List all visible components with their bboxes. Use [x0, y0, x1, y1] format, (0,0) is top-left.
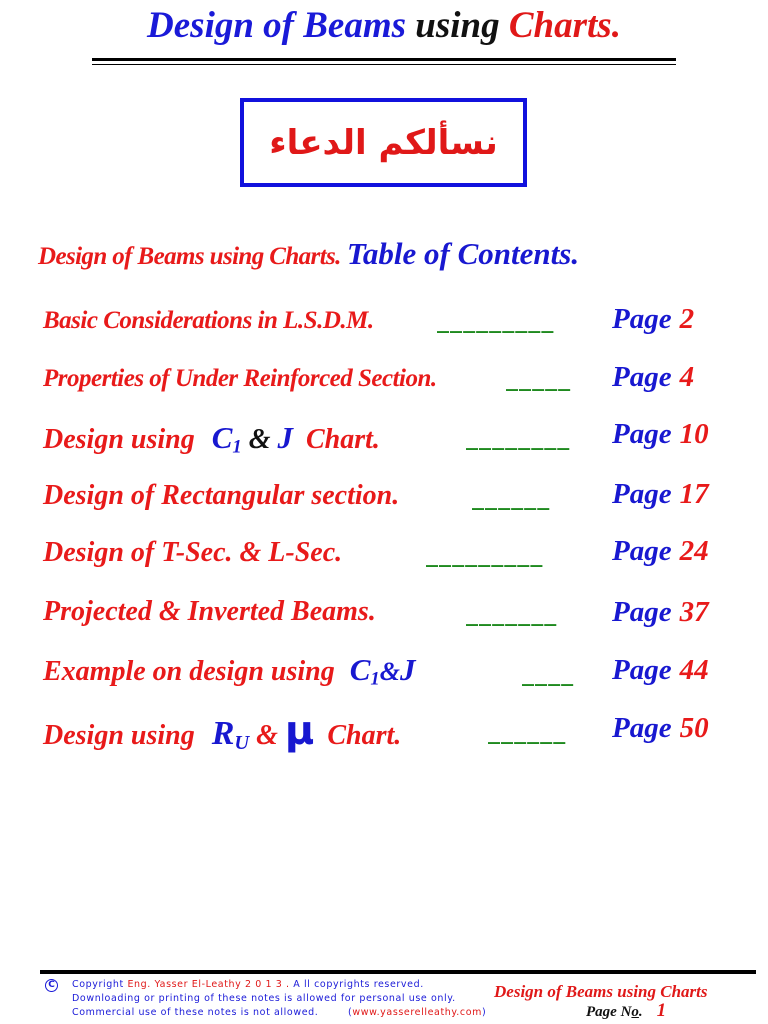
page-number: 4	[679, 361, 695, 393]
page-word: Page	[612, 535, 672, 567]
page-number: 37	[679, 596, 709, 628]
footer-commercial-line	[72, 1007, 486, 1018]
page-number: 17	[679, 478, 709, 510]
toc-entry-leader: _____	[506, 367, 572, 391]
toc-entry-page	[612, 712, 709, 745]
toc-entry[interactable]	[0, 594, 768, 634]
toc-entry-page	[612, 596, 709, 629]
copyright-icon: C	[45, 979, 58, 992]
dua-box	[240, 98, 527, 187]
author-name: Eng. Yasser El-Leathy 2 0 1 3 .	[127, 979, 290, 990]
copyright-word: Copyright	[72, 979, 124, 990]
toc-entry[interactable]	[0, 652, 768, 692]
toc-entry-label: Design of Rectangular section.	[43, 480, 400, 511]
toc-entry-leader: _________	[437, 309, 555, 333]
toc-entry-label: Basic Considerations in L.S.D.M.	[43, 307, 374, 334]
toc-entry-leader: ________	[466, 426, 571, 450]
title-rule-top	[92, 58, 676, 61]
c1-symbol	[211, 420, 242, 458]
j-symbol: J	[277, 420, 293, 455]
toc-entry-page	[612, 361, 694, 394]
toc-entry-label-pre: Design using	[43, 720, 195, 751]
toc-entry[interactable]	[0, 418, 768, 458]
title-rule-bottom	[92, 64, 676, 65]
rights-text: A ll copyrights reserved.	[293, 979, 424, 990]
j-symbol: J	[399, 652, 416, 687]
page-number: 24	[679, 535, 709, 567]
page-number: 50	[679, 712, 709, 744]
dua-text: نسألكم الدعاء	[269, 122, 498, 163]
toc-entry-label	[43, 652, 415, 691]
c-letter: C	[349, 652, 371, 687]
toc-heading-title: Table of Contents.	[346, 236, 580, 271]
footer-usage-line: Downloading or printing of these notes is allowed for personal use only.	[72, 993, 456, 1004]
page-label-dot: .	[638, 1004, 643, 1020]
paren-close: )	[481, 1007, 487, 1018]
title-part-using: using	[415, 5, 500, 46]
page-word: Page	[612, 361, 672, 393]
ampersand: &	[248, 424, 271, 455]
c-subscript: 1	[232, 436, 242, 458]
page-word: Page	[612, 418, 672, 450]
ampersand: &	[256, 720, 278, 751]
r-letter: R	[211, 715, 235, 752]
title-part-design-of-beams: Design of Beams	[147, 5, 407, 46]
footer-doc-title: Design of Beams using Charts	[494, 982, 708, 1001]
toc-entry[interactable]	[0, 478, 768, 518]
toc-entry-page	[612, 303, 694, 336]
page-number: 10	[679, 418, 709, 450]
toc-entry-label: Projected & Inverted Beams.	[43, 596, 376, 627]
page-word: Page	[612, 478, 672, 510]
toc-entry-label-pre: Design using	[43, 424, 195, 455]
toc-entry-label	[43, 708, 401, 755]
toc-entry[interactable]	[0, 303, 768, 343]
toc-entry-page	[612, 654, 709, 687]
toc-entry[interactable]	[0, 361, 768, 401]
toc-entry-label	[43, 420, 380, 459]
c1-symbol	[349, 652, 380, 690]
commercial-text: Commercial use of these notes is not allowed.	[72, 1007, 319, 1018]
ru-symbol	[211, 715, 250, 755]
toc-entry[interactable]	[0, 535, 768, 575]
toc-entry-page	[612, 478, 709, 511]
page-number: 44	[679, 654, 709, 686]
ampersand: &	[379, 657, 400, 686]
footer-page-label	[586, 1000, 666, 1022]
toc-entry-leader: ____	[522, 662, 575, 686]
website-link[interactable]: www.yasserelleathy.com	[352, 1007, 482, 1018]
c-subscript: 1	[370, 668, 380, 690]
paren-open: (	[348, 1007, 353, 1018]
page-word: Page	[612, 596, 672, 628]
u-subscript: U	[234, 732, 250, 755]
page-word: Page	[612, 303, 672, 335]
page-word: Page	[612, 712, 672, 744]
toc-entry-label-post: Chart.	[305, 424, 380, 455]
footer-copyright-line	[72, 979, 424, 990]
toc-entry[interactable]	[0, 708, 768, 755]
page-word: Page	[612, 654, 672, 686]
page-number-footer: 1	[656, 1000, 667, 1021]
toc-entry-page	[612, 418, 709, 451]
toc-entry-leader: ______	[472, 486, 551, 510]
c-letter: C	[211, 420, 233, 455]
toc-entry-label-post: Chart.	[327, 720, 402, 751]
page-title	[0, 4, 768, 47]
toc-entry-label-pre: Example on design using	[43, 656, 335, 687]
toc-entry-leader: _______	[466, 602, 558, 626]
toc-entry-leader: _________	[426, 543, 544, 567]
toc-entry-page	[612, 535, 709, 568]
footer-rule	[40, 970, 756, 974]
mu-symbol: μ	[284, 708, 315, 754]
toc-heading-subject: Design of Beams using Charts.	[38, 243, 341, 270]
toc-entry-leader: ______	[488, 720, 567, 744]
page-number: 2	[679, 303, 695, 335]
title-part-charts: Charts.	[508, 5, 621, 46]
toc-entry-label: Properties of Under Reinforced Section.	[43, 365, 437, 392]
page-label-o: o	[631, 1004, 639, 1020]
page-label: Page N	[586, 1004, 632, 1020]
toc-heading	[38, 236, 579, 272]
toc-entry-label: Design of T-Sec. & L-Sec.	[43, 537, 343, 568]
